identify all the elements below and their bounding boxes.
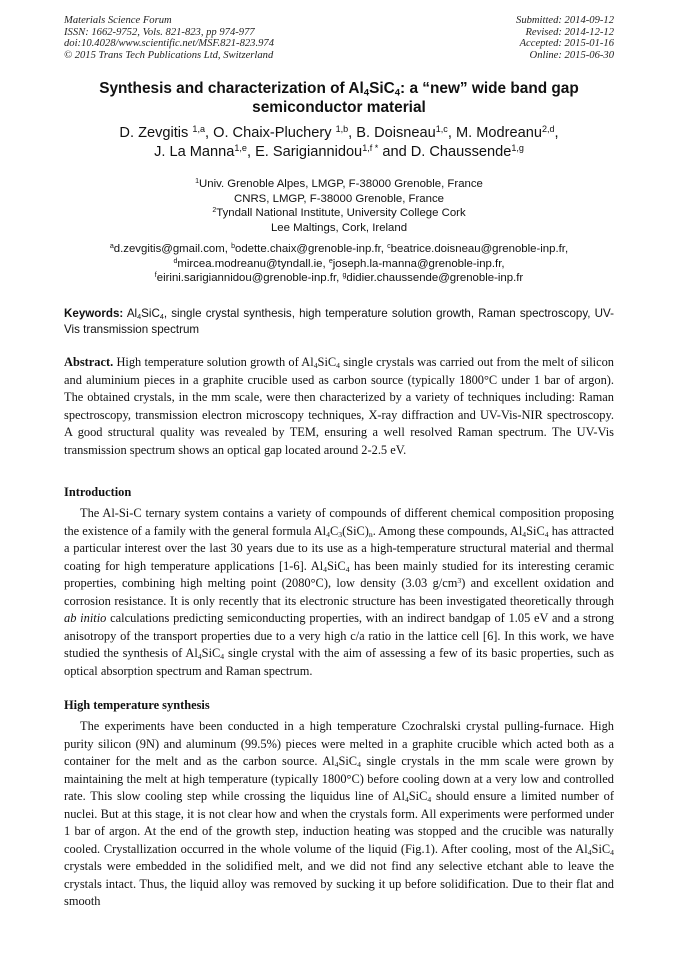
abstract: Abstract. High temperature solution growth of $Al_4SiC_4$ single crystals was carried out from the melt of silicon and aluminium pieces in a graphite crucible used as carbon source (typically 1800°C under 1 bar of argon). The obtained crystals, in the mm scale, were then characterized by a variety of techniques including: Raman spectroscopy, transmission electron microscopy techniques, X-ray diffraction and UV-Vis-NIR spectroscopy. A good structural quality was revealed by TEM, ensuring a well resolved Raman spectrum. The UV-Vis transmission spectrum shows an optical gap located around 2-2.5 eV. — [64, 355, 614, 457]
journal-name: Materials Science Forum — [64, 15, 172, 26]
issn-line: ISSN: 1662-9752, Vols. 821-823, pp 974-977 — [64, 26, 255, 38]
keywords: Keywords: $Al_4SiC_4$, single crystal synthesis, high temperature solution growth, Raman spectroscopy, UV-Vis transmission spectrum — [64, 307, 615, 336]
author-emails — [64, 242, 614, 286]
affiliations — [64, 177, 614, 235]
email-line: $^f$eirini.sarigiannidou@grenoble-inp.fr, $^g$didier.chaussende@grenoble-inp.fr — [154, 272, 524, 284]
publication-dates — [516, 15, 614, 61]
abstract-label: Abstract. — [64, 355, 114, 369]
copyright-line: © 2015 Trans Tech Publications Ltd, Switzerland — [64, 49, 274, 61]
email-line: $^d$mircea.modreanu@tyndall.ie, $^e$joseph.la-manna@grenoble-inp.fr, — [173, 257, 505, 270]
email-link[interactable]: eirini.sarigiannidou@grenoble-inp.fr, — [156, 272, 343, 284]
email-link[interactable]: odette.chaix@grenoble-inp.fr, — [234, 243, 388, 255]
email-link[interactable]: mircea.modreanu@tyndall.ie, — [177, 257, 329, 270]
doi-line: doi:10.4028/www.scientific.net/MSF.821-823.974 — [64, 38, 274, 49]
affiliation-line: Lee Maltings, Cork, Ireland — [270, 221, 408, 234]
accepted-date: Accepted: 2015-01-16 — [519, 38, 614, 49]
affiliation-line: CNRS, LMGP, F-38000 Grenoble, France — [234, 192, 444, 205]
revised-date: Revised: 2014-12-12 — [525, 26, 614, 38]
keywords-label: Keywords: — [64, 307, 124, 320]
author-line-1: D. Zevgitis $^{1,a}$, O. Chaix-Pluchery $^{1,b}$, B. Doisneau$^{1,c}$, M. Modreanu$^{2,d}$, — [119, 124, 559, 141]
author-list — [64, 124, 614, 162]
paper-title: Synthesis and characterization of $Al_4SiC_4$: a “new” wide band gap semiconductor material — [99, 80, 579, 116]
email-link[interactable]: didier.chaussende@grenoble-inp.fr — [346, 272, 524, 284]
section-heading-introduction: Introduction — [64, 485, 132, 499]
submitted-date: Submitted: 2014-09-12 — [516, 15, 614, 26]
affiliation-line: $^2$Tyndall National Institute, University College Cork — [212, 207, 466, 219]
section-heading-high-temperature-synthesis: High temperature synthesis — [64, 698, 210, 712]
author-line-2: J. La Manna$^{1,e}$, E. Sarigiannidou$^{1,f *}$ and D. Chaussende$^{1,g}$ — [154, 143, 524, 160]
journal-info — [64, 15, 274, 61]
email-line: $^a$d.zevgitis@gmail.com, $^b$odette.chaix@grenoble-inp.fr, $^c$beatrice.doisneau@grenoble-inp.fr, — [109, 243, 569, 255]
email-link[interactable]: beatrice.doisneau@grenoble-inp.fr, — [390, 243, 569, 255]
email-link[interactable]: d.zevgitis@gmail.com, — [113, 243, 232, 255]
synthesis-paragraph: The experiments have been conducted in a high temperature Czochralski crystal pulling-furnace. High purity silicon (9N) and aluminum (99.5%) pieces were melted in a graphite crucible which acted both as a container for the melt and as the carbon source. $Al_4SiC_4$ single crystals in the mm scale were grown by maintaining the melt at high temperature (typically 1800°C) before cooling down at a very low and controlled rate. This slow cooling step while crossing the liquidus line of $Al_4SiC_4$ should ensure a limited number of nuclei. But at this stage, it is not clear how and when the crystals form. All experiments were performed under 1 bar of argon. At the end of the growth step, induction heating was stopped and the crucible was naturally cooled. Crystallization occurred in the whole volume of the liquid (Fig.1). After cooling, most of the $Al_4SiC_4$ crystals were embedded in the solidified melt, and we did not find any selective etchant able to leave the crystals intact. Thus, the liquid alloy was removed by sucking it up before solidification. Due to their flat and smooth — [64, 719, 614, 908]
email-link[interactable]: joseph.la-manna@grenoble-inp.fr, — [332, 257, 505, 270]
online-date: Online: 2015-06-30 — [529, 49, 614, 61]
introduction-paragraph: The Al-Si-C ternary system contains a variety of compounds of different chemical composition proposing the existence of a family with the general formula $Al_4C_3(SiC)_n$. Among these compounds, $Al_4SiC_4$ has attracted a particular interest over the last 30 years due to its use as a high-temperature structural material and thermal coating for high temperature applications [1-6]. $Al_4SiC_4$ has been mainly studied for its interesting ceramic properties, combining high melting point (2080°C), low density (3.03 $g/cm^3$) and excellent oxidation and corrosion resistance. It is only recently that its electronic structure has been investigated theoretically through ab initio calculations predicting semiconducting properties, with an indirect bandgap of 1.05 eV and a strong anisotropy of the transport properties due to a very high c/a ratio in the lattice cell [6]. In this work, we have studied the synthesis of $Al_4SiC_4$ single crystal with the aim of assessing a few of its basic properties, such as optical absorption spectrum and Raman spectrum. — [64, 506, 614, 678]
affiliation-line: $^1$Univ. Grenoble Alpes, LMGP, F-38000 Grenoble, France — [195, 178, 483, 190]
